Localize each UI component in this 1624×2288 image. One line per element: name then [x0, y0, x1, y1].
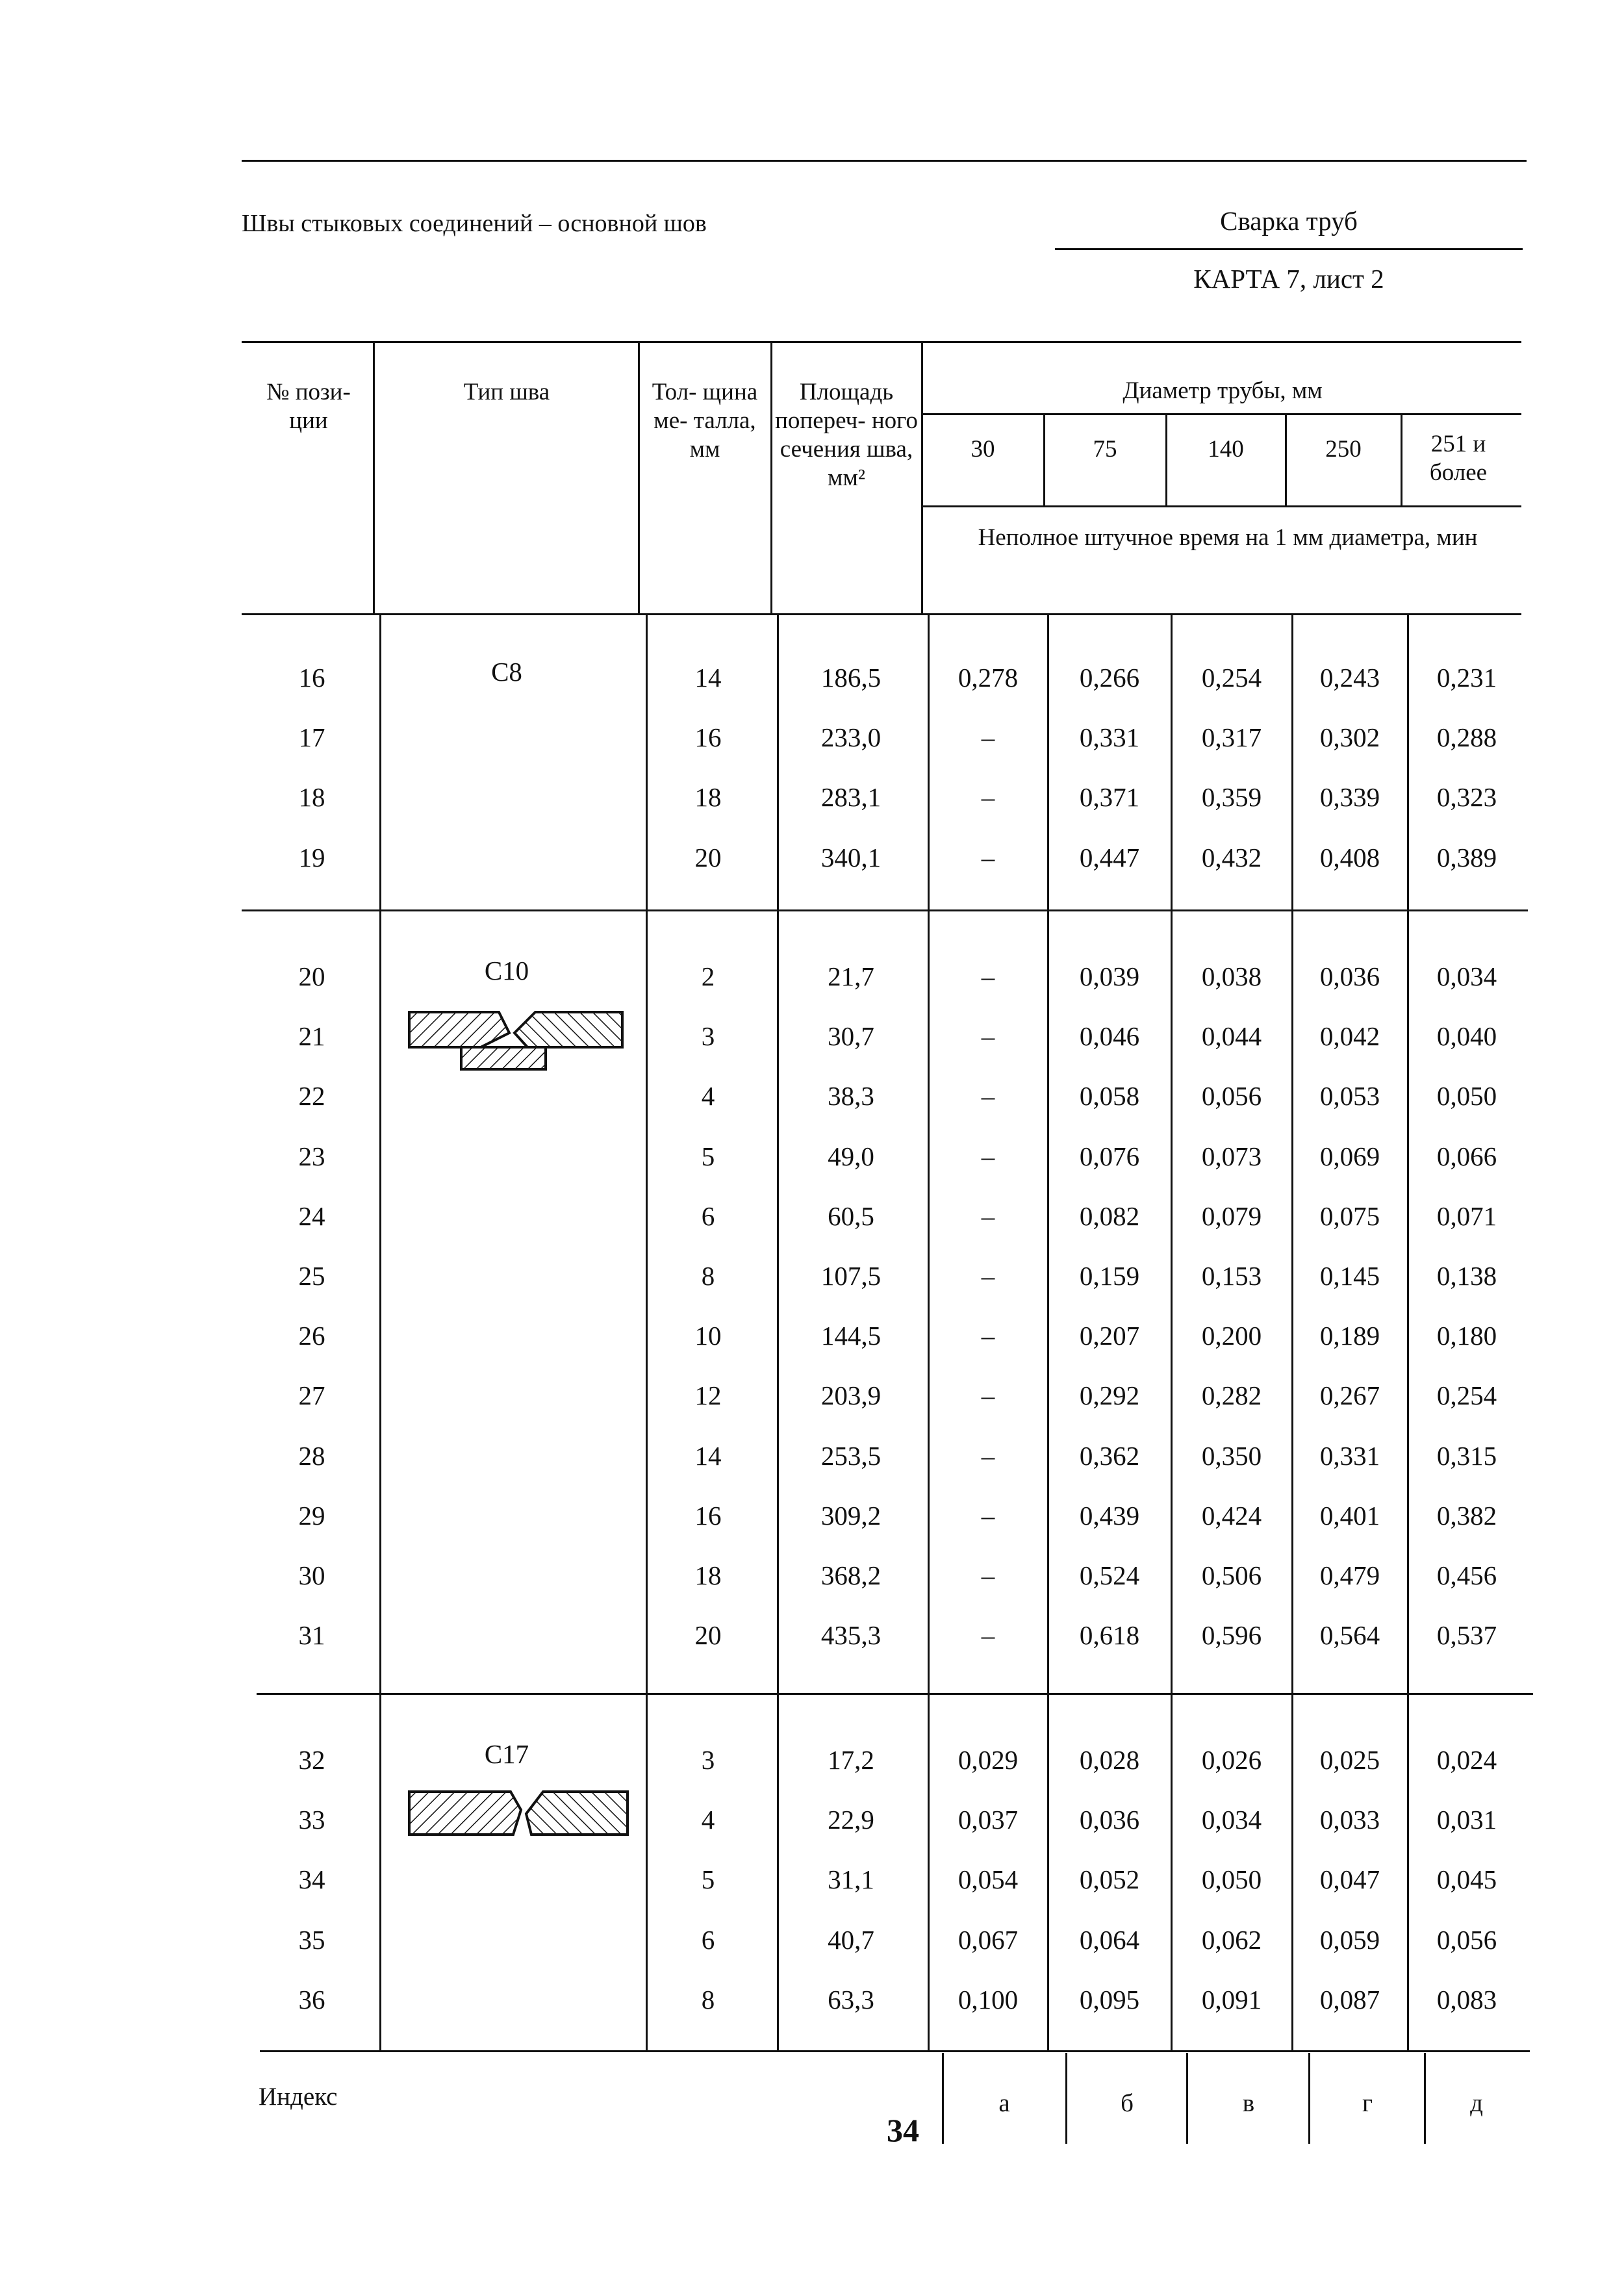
- table-cell-time: 0,537: [1436, 1620, 1497, 1650]
- table-cell-area: 31,1: [828, 1864, 874, 1894]
- diameter-value: 140: [1208, 436, 1244, 463]
- body-col-line: [928, 615, 930, 2050]
- table-cell-area: 21,7: [828, 961, 874, 991]
- table-cell-thick: 4: [701, 1081, 715, 1111]
- table-cell-pos: 19: [298, 843, 325, 872]
- table-cell-area: 49,0: [828, 1141, 874, 1171]
- table-cell-time: 0,038: [1201, 961, 1262, 991]
- table-cell-time: 0,439: [1079, 1501, 1140, 1531]
- table-cell-time: 0,278: [958, 663, 1019, 693]
- table-cell-thick: 16: [694, 722, 722, 752]
- seam-type-label: С8: [491, 657, 522, 687]
- table-cell-time: 0,266: [1079, 663, 1140, 693]
- table-cell-time: 0,432: [1201, 843, 1262, 872]
- col-header-position: № пози- ции: [266, 379, 351, 434]
- col-header-area: Площадь попереч- ного сечения шва, мм²: [775, 379, 918, 491]
- table-cell-thick: 6: [701, 1925, 715, 1955]
- table-cell-thick: 18: [694, 782, 722, 812]
- table-cell-time: 0,040: [1436, 1021, 1497, 1051]
- header-col-line: [1401, 414, 1402, 505]
- table-cell-time: 0,359: [1201, 782, 1262, 812]
- table-cell-time: –: [981, 1441, 995, 1471]
- table-cell-time: 0,618: [1079, 1620, 1140, 1650]
- table-cell-time: 0,350: [1201, 1441, 1262, 1471]
- table-cell-thick: 10: [694, 1321, 722, 1351]
- table-cell-time: 0,066: [1436, 1141, 1497, 1171]
- table-cell-area: 253,5: [820, 1441, 882, 1471]
- table-cell-thick: 14: [694, 1441, 722, 1471]
- table-cell-time: 0,095: [1079, 1985, 1140, 2015]
- table-cell-time: 0,052: [1079, 1864, 1140, 1894]
- table-cell-time: 0,034: [1201, 1805, 1262, 1835]
- table-cell-time: –: [981, 961, 995, 991]
- table-cell-area: 22,9: [828, 1805, 874, 1835]
- table-cell-thick: 14: [694, 663, 722, 693]
- index-col-line: [1308, 2053, 1310, 2144]
- table-cell-pos: 16: [298, 663, 325, 693]
- table-cell-time: 0,083: [1436, 1985, 1497, 2015]
- table-cell-time: 0,317: [1201, 722, 1262, 752]
- group-divider-1: [242, 909, 1528, 911]
- table-cell-pos: 32: [298, 1745, 325, 1775]
- table-cell-thick: 5: [701, 1141, 715, 1171]
- diameter-values-rule: [921, 505, 1521, 507]
- table-cell-time: 0,036: [1079, 1805, 1140, 1835]
- col-header-diameter: Диаметр трубы, мм: [1123, 377, 1323, 404]
- table-cell-pos: 17: [298, 722, 325, 752]
- table-cell-thick: 3: [701, 1745, 715, 1775]
- table-cell-time: 0,362: [1079, 1441, 1140, 1471]
- diameter-header-rule: [921, 413, 1521, 415]
- table-cell-time: 0,371: [1079, 782, 1140, 812]
- table-cell-area: 107,5: [820, 1261, 882, 1291]
- table-cell-time: 0,145: [1319, 1261, 1380, 1291]
- table-cell-time: 0,050: [1201, 1864, 1262, 1894]
- table-cell-time: 0,564: [1319, 1620, 1380, 1650]
- table-cell-pos: 28: [298, 1441, 325, 1471]
- index-value: д: [1470, 2089, 1483, 2117]
- table-cell-time: 0,059: [1319, 1925, 1380, 1955]
- seam-type-label: С17: [484, 1739, 529, 1769]
- table-cell-area: 435,3: [820, 1620, 882, 1650]
- table-cell-time: 0,082: [1079, 1201, 1140, 1231]
- table-cell-pos: 22: [298, 1081, 325, 1111]
- table-cell-time: 0,389: [1436, 843, 1497, 872]
- table-cell-time: 0,033: [1319, 1805, 1380, 1835]
- table-cell-time: –: [981, 782, 995, 812]
- table-cell-area: 309,2: [820, 1501, 882, 1531]
- table-cell-thick: 3: [701, 1021, 715, 1051]
- table-cell-time: 0,037: [958, 1805, 1019, 1835]
- table-cell-time: 0,267: [1319, 1380, 1380, 1410]
- table-cell-time: –: [981, 1501, 995, 1531]
- table-cell-time: 0,524: [1079, 1560, 1140, 1590]
- table-cell-time: 0,028: [1079, 1745, 1140, 1775]
- table-cell-time: –: [981, 722, 995, 752]
- table-cell-time: 0,079: [1201, 1201, 1262, 1231]
- index-label: Индекс: [259, 2083, 338, 2111]
- table-cell-pos: 34: [298, 1864, 325, 1894]
- table-cell-time: 0,087: [1319, 1985, 1380, 2015]
- index-value: г: [1362, 2089, 1373, 2117]
- body-col-line: [777, 615, 779, 2050]
- index-value: а: [998, 2089, 1010, 2117]
- section-title: Швы стыковых соединений – основной шов: [242, 210, 707, 237]
- table-cell-time: 0,207: [1079, 1321, 1140, 1351]
- table-cell-time: 0,076: [1079, 1141, 1140, 1171]
- table-cell-time: 0,071: [1436, 1201, 1497, 1231]
- table-cell-area: 30,7: [828, 1021, 874, 1051]
- table-cell-area: 40,7: [828, 1925, 874, 1955]
- table-cell-area: 63,3: [828, 1985, 874, 2015]
- table-cell-time: 0,315: [1436, 1441, 1497, 1471]
- table-cell-pos: 21: [298, 1021, 325, 1051]
- table-cell-area: 368,2: [820, 1560, 882, 1590]
- table-cell-time: 0,596: [1201, 1620, 1262, 1650]
- diameter-value: 251 и более: [1429, 431, 1488, 486]
- table-cell-time: 0,323: [1436, 782, 1497, 812]
- table-cell-time: 0,054: [958, 1864, 1019, 1894]
- card-title: Сварка труб: [1220, 206, 1358, 236]
- table-cell-time: 0,382: [1436, 1501, 1497, 1531]
- table-cell-thick: 12: [694, 1380, 722, 1410]
- table-cell-thick: 2: [701, 961, 715, 991]
- table-cell-thick: 5: [701, 1864, 715, 1894]
- table-cell-time: 0,091: [1201, 1985, 1262, 2015]
- table-cell-time: 0,053: [1319, 1081, 1380, 1111]
- table-cell-pos: 24: [298, 1201, 325, 1231]
- diameter-value: 75: [1093, 436, 1117, 463]
- table-cell-time: 0,062: [1201, 1925, 1262, 1955]
- page-number: 34: [887, 2112, 919, 2148]
- table-cell-time: 0,424: [1201, 1501, 1262, 1531]
- table-cell-time: 0,479: [1319, 1560, 1380, 1590]
- card-subtitle: КАРТА 7, лист 2: [1193, 264, 1384, 294]
- table-cell-time: 0,138: [1436, 1261, 1497, 1291]
- header-col-line: [373, 342, 375, 614]
- table-cell-time: 0,036: [1319, 961, 1380, 991]
- table-cell-time: 0,056: [1201, 1081, 1262, 1111]
- table-cell-pos: 25: [298, 1261, 325, 1291]
- table-cell-pos: 27: [298, 1380, 325, 1410]
- table-cell-area: 60,5: [828, 1201, 874, 1231]
- table-cell-area: 186,5: [820, 663, 882, 693]
- index-col-line: [1186, 2053, 1188, 2144]
- table-cell-time: 0,100: [958, 1985, 1019, 2015]
- table-cell-time: 0,447: [1079, 843, 1140, 872]
- table-cell-thick: 18: [694, 1560, 722, 1590]
- table-cell-time: 0,282: [1201, 1380, 1262, 1410]
- table-cell-time: 0,067: [958, 1925, 1019, 1955]
- table-cell-time: 0,045: [1436, 1864, 1497, 1894]
- table-cell-time: –: [981, 843, 995, 872]
- table-cell-area: 38,3: [828, 1081, 874, 1111]
- table-cell-time: 0,034: [1436, 961, 1497, 991]
- table-cell-pos: 35: [298, 1925, 325, 1955]
- body-col-line: [1291, 615, 1293, 2050]
- table-cell-time: 0,026: [1201, 1745, 1262, 1775]
- table-cell-area: 340,1: [820, 843, 882, 872]
- table-top-rule: [242, 341, 1521, 343]
- table-cell-time: 0,058: [1079, 1081, 1140, 1111]
- body-col-line: [1407, 615, 1409, 2050]
- table-cell-thick: 8: [701, 1985, 715, 2015]
- table-cell-area: 144,5: [820, 1321, 882, 1351]
- table-cell-time: 0,408: [1319, 843, 1380, 872]
- table-cell-time: 0,056: [1436, 1925, 1497, 1955]
- time-unit-label: Неполное штучное время на 1 мм диаметра, мин: [978, 524, 1478, 551]
- table-cell-time: 0,024: [1436, 1745, 1497, 1775]
- col-header-thickness: Тол- щина ме- талла, мм: [652, 379, 758, 463]
- table-cell-thick: 16: [694, 1501, 722, 1531]
- table-cell-pos: 31: [298, 1620, 325, 1650]
- table-cell-pos: 20: [298, 961, 325, 991]
- table-cell-time: 0,046: [1079, 1021, 1140, 1051]
- diameter-value: 250: [1325, 436, 1362, 463]
- table-cell-time: 0,292: [1079, 1380, 1140, 1410]
- table-cell-time: 0,401: [1319, 1501, 1380, 1531]
- header-bottom-rule: [242, 613, 1521, 615]
- table-cell-time: 0,288: [1436, 722, 1497, 752]
- body-col-line: [1171, 615, 1173, 2050]
- table-cell-time: 0,073: [1201, 1141, 1262, 1171]
- table-cell-time: 0,339: [1319, 782, 1380, 812]
- table-cell-time: 0,331: [1319, 1441, 1380, 1471]
- table-bottom-rule: [260, 2050, 1530, 2052]
- table-cell-time: 0,069: [1319, 1141, 1380, 1171]
- table-cell-time: –: [981, 1201, 995, 1231]
- table-cell-area: 203,9: [820, 1380, 882, 1410]
- table-cell-thick: 6: [701, 1201, 715, 1231]
- table-cell-time: 0,159: [1079, 1261, 1140, 1291]
- index-col-line: [1424, 2053, 1426, 2144]
- table-cell-time: 0,506: [1201, 1560, 1262, 1590]
- table-cell-time: –: [981, 1021, 995, 1051]
- table-cell-area: 233,0: [820, 722, 882, 752]
- table-cell-pos: 18: [298, 782, 325, 812]
- diameter-value: 30: [971, 436, 995, 463]
- body-col-line: [1047, 615, 1049, 2050]
- table-cell-pos: 26: [298, 1321, 325, 1351]
- table-cell-time: 0,050: [1436, 1081, 1497, 1111]
- table-cell-pos: 36: [298, 1985, 325, 2015]
- table-cell-time: 0,254: [1201, 663, 1262, 693]
- group-divider-2: [257, 1693, 1533, 1695]
- table-cell-time: 0,042: [1319, 1021, 1380, 1051]
- table-cell-time: 0,039: [1079, 961, 1140, 991]
- table-cell-time: 0,456: [1436, 1560, 1497, 1590]
- table-cell-time: 0,064: [1079, 1925, 1140, 1955]
- col-header-seam-type: Тип шва: [463, 379, 550, 405]
- seam-c17-sketch: [407, 1788, 634, 1846]
- table-cell-time: 0,180: [1436, 1321, 1497, 1351]
- table-cell-thick: 8: [701, 1261, 715, 1291]
- table-cell-time: 0,047: [1319, 1864, 1380, 1894]
- table-cell-time: –: [981, 1560, 995, 1590]
- table-cell-time: –: [981, 1081, 995, 1111]
- table-cell-pos: 30: [298, 1560, 325, 1590]
- table-cell-time: –: [981, 1380, 995, 1410]
- table-cell-time: –: [981, 1620, 995, 1650]
- table-cell-time: –: [981, 1141, 995, 1171]
- table-cell-time: 0,153: [1201, 1261, 1262, 1291]
- table-cell-time: 0,231: [1436, 663, 1497, 693]
- table-cell-time: 0,075: [1319, 1201, 1380, 1231]
- index-value: в: [1242, 2089, 1255, 2117]
- table-cell-area: 17,2: [828, 1745, 874, 1775]
- table-cell-thick: 20: [694, 1620, 722, 1650]
- body-col-line: [379, 615, 381, 2050]
- table-cell-pos: 29: [298, 1501, 325, 1531]
- table-cell-time: 0,254: [1436, 1380, 1497, 1410]
- seam-c10-sketch: [408, 1008, 629, 1080]
- table-cell-time: 0,189: [1319, 1321, 1380, 1351]
- header-col-line: [770, 342, 772, 614]
- table-cell-time: 0,031: [1436, 1805, 1497, 1835]
- seam-type-label: С10: [484, 956, 529, 985]
- table-cell-thick: 20: [694, 843, 722, 872]
- table-cell-time: 0,029: [958, 1745, 1019, 1775]
- table-cell-time: 0,331: [1079, 722, 1140, 752]
- table-cell-time: 0,243: [1319, 663, 1380, 693]
- table-cell-pos: 33: [298, 1805, 325, 1835]
- table-cell-thick: 4: [701, 1805, 715, 1835]
- header-col-line: [921, 342, 923, 614]
- header-col-line: [638, 342, 640, 614]
- table-cell-time: 0,200: [1201, 1321, 1262, 1351]
- index-col-line: [1065, 2053, 1067, 2144]
- table-cell-pos: 23: [298, 1141, 325, 1171]
- table-cell-area: 283,1: [820, 782, 882, 812]
- index-value: б: [1121, 2089, 1134, 2117]
- table-cell-time: –: [981, 1261, 995, 1291]
- table-cell-time: 0,302: [1319, 722, 1380, 752]
- table-cell-time: 0,044: [1201, 1021, 1262, 1051]
- table-cell-time: 0,025: [1319, 1745, 1380, 1775]
- table-cell-time: –: [981, 1321, 995, 1351]
